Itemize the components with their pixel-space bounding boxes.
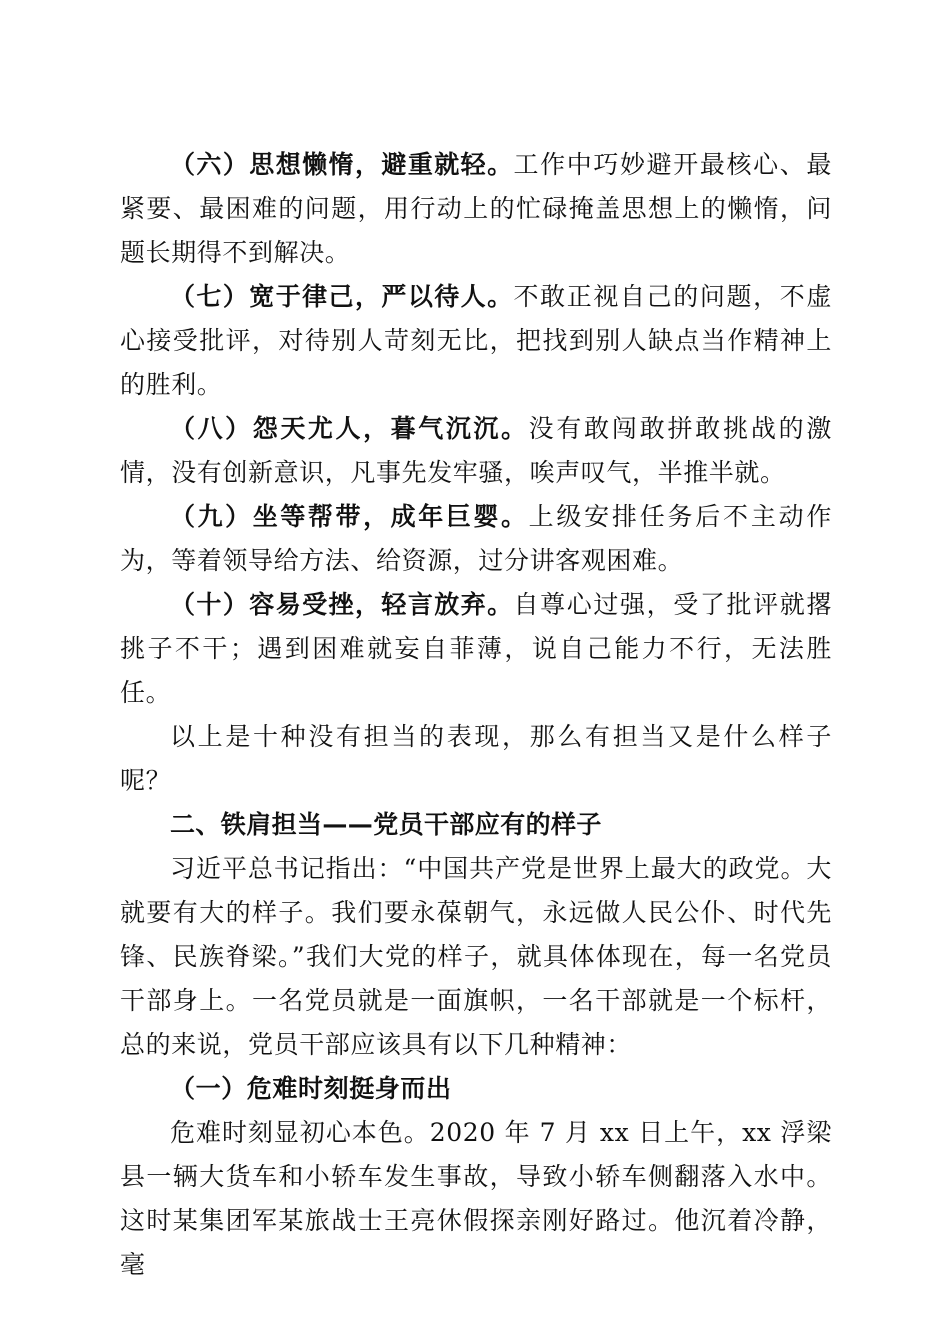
final-paragraph: 危难时刻显初心本色。2020 年 7 月 xx 日上午，xx 浮梁县一辆大货车和小轿车发生事故，导致小轿车侧翻落入水中。这时某集团军某旅战士王亮休假探亲刚好路过。他沉着冷静，毫 (120, 1118, 832, 1279)
paragraph-lead: （八）怨天尤人，暮气沉沉。 (170, 414, 529, 443)
paragraph-body: 没有敢闯敢拼敢挑战的激情，没有创新意识，凡事先发牢骚，唉声叹气，半推半就。 (120, 414, 832, 487)
paragraph-lead: （七）宽于律己，严以待人。 (170, 282, 514, 311)
paragraph-item-7 (120, 275, 832, 407)
paragraph-item-9 (120, 495, 832, 583)
paragraph-lead: （九）坐等帮带，成年巨婴。 (170, 502, 529, 531)
paragraph-body: 工作中巧妙避开最核心、最紧要、最困难的问题，用行动上的忙碌掩盖思想上的懒惰，问题长期得不到解决。 (120, 150, 833, 267)
subsection-heading: （一）危难时刻挺身而出 (170, 1074, 452, 1103)
paragraph-lead: （十）容易受挫，轻言放弃。 (170, 590, 514, 619)
paragraph-item-8 (120, 407, 832, 495)
paragraph-body: 不敢正视自己的问题，不虚心接受批评，对待别人苛刻无比，把找到别人缺点当作精神上的胜利。 (120, 282, 833, 399)
quote-paragraph: 习近平总书记指出：“中国共产党是世界上最大的政党。大就要有大的样子。我们要永葆朝气，永远做人民公仆、时代先锋、民族脊梁。”我们大党的样子，就具体体现在，每一名党员干部身上。一名党员就是一面旗帜，一名干部就是一个标杆，总的来说，党员干部应该具有以下几种精神： (120, 854, 832, 1059)
paragraph-lead: （六）思想懒惰，避重就轻。 (170, 150, 514, 179)
document-body (120, 143, 832, 1287)
paragraph-body: 上级安排任务后不主动作为，等着领导给方法、给资源，过分讲客观困难。 (120, 502, 832, 575)
paragraph-item-6 (120, 143, 832, 275)
paragraph-item-10 (120, 583, 832, 715)
summary-paragraph: 以上是十种没有担当的表现，那么有担当又是什么样子呢？ (120, 722, 832, 795)
section-heading: 二、铁肩担当——党员干部应有的样子 (170, 810, 602, 839)
paragraph-body: 自尊心过强，受了批评就撂挑子不干；遇到困难就妄自菲薄，说自己能力不行，无法胜任。 (120, 590, 833, 707)
